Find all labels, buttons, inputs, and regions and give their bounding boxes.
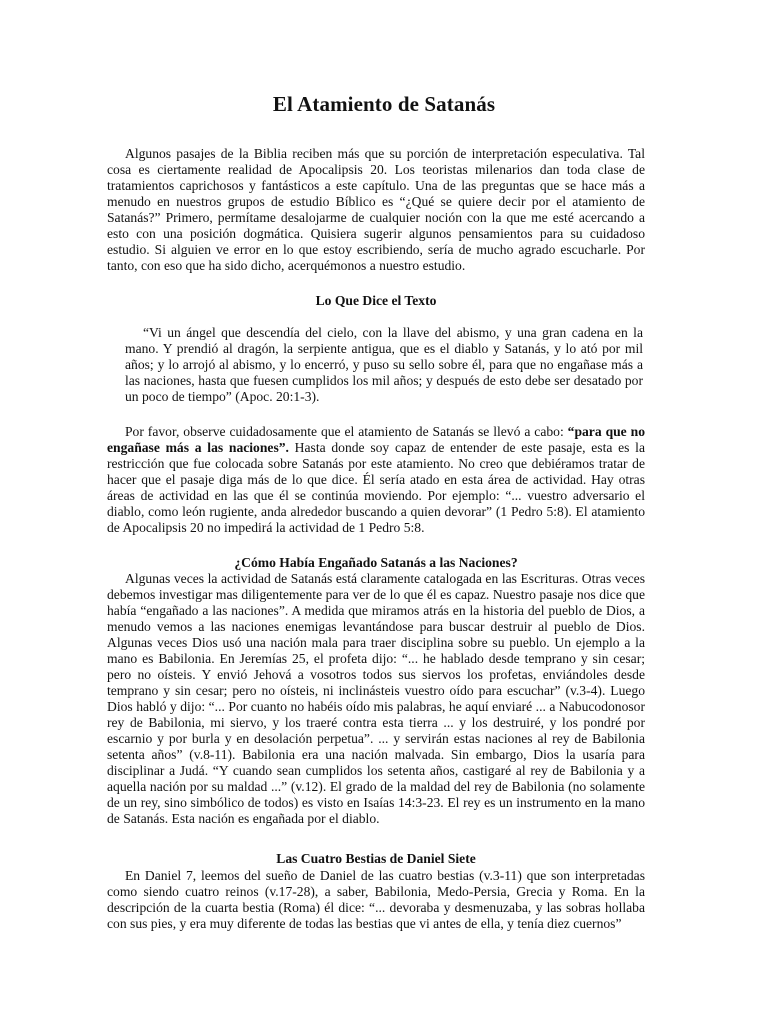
paragraph-observe: [107, 424, 645, 536]
paragraph-observe-emphasis: “para que no engañase más a las naciones”.: [107, 424, 646, 455]
paragraph-observe-text-start: Por favor, observe cuidadosamente que el atamiento de Satanás se llevó a cabo:: [125, 424, 568, 439]
section-heading-texto: Lo Que Dice el Texto: [315, 293, 437, 308]
paragraph-babilonia: Algunas veces la actividad de Satanás está claramente catalogada en las Escrituras. Otras veces debemos investigar mas diligentemente para ver de lo que él es capaz. Nuestro pasaje nos dice que había “engañado a las naciones”. A medida que miramos atrás en la historia del pueblo de Dios, a menudo vemos a las naciones enemigas levantándose para buscar destruir al pueblo de Dios. Algunas veces Dios usó una nación mala para traer disciplina sobre su pueblo. Un ejemplo a la mano es Babilonia. En Jeremías 25, el profeta dijo: “... he hablado desde temprano y sin cesar; pero no oísteis. Y envió Jehová a vosotros todos sus siervos los profetas, enviándoles desde temprano y sin cesar; pero no oísteis, ni inclinásteis vuestro oído para escuchar” (v.3-4). Luego Dios habló y dijo: “... Por cuanto no habéis oído mis palabras, he aquí enviaré ... a Nabucodonosor rey de Babilonia, mi siervo, y los traeré contra esta tierra ... y los destruiré, y los pondré por escarnio y por burla y en desolación perpetua”. ... y servirán estas naciones al rey de Babilonia setenta años” (v.8-11). Babilonia era una nación malvada. Sin embargo, Dios la usaría para disciplinar a Judá. “Y cuando sean cumplidos los setenta años, castigaré al rey de Babilonia y a aquella nación por su maldad ...” (v.12). El grado de la maldad del rey de Babilonia (no solamente de un rey, sino simbólico de todos) es visto en Isaías 14:3-23. El rey es un instrumento en la mano de Satanás. Esta nación es engañada por el diablo.: [107, 571, 645, 826]
scripture-quote: “Vi un ángel que descendía del cielo, con la llave del abismo, y una gran cadena en la mano. Y prendió al dragón, la serpiente antigua, que es el diablo y Satanás, y lo ató por mil años; y lo arrojó al abismo, y lo encerró, y puso su sello sobre él, para que no engañase más a las naciones, hasta que fuesen cumplidos los mil años; y después de esto debe ser desatado por un poco de tiempo” (Apoc. 20:1-3).: [125, 325, 643, 404]
section-heading-bestias: Las Cuatro Bestias de Daniel Siete: [276, 851, 476, 866]
document-title: El Atamiento de Satanás: [272, 92, 496, 116]
section-heading-naciones: ¿Cómo Había Engañado Satanás a las Naciones?: [234, 555, 518, 570]
paragraph-observe-text-end: Hasta donde soy capaz de entender de este pasaje, esta es la restricción que fue colocada sobre Satanás por este atamiento. No creo que debiéramos tratar de hacer que el pasaje diga más de lo que dice. Él sería atado en esta área de actividad. Hay otras áreas de actividad en las que él se continúa moviendo. Por ejemplo: “... vuestro adversario el diablo, como león rugiente, anda alrededor buscando a quien devorar” (1 Pedro 5:8). El atamiento de Apocalipsis 20 no impedirá la actividad de 1 Pedro 5:8.: [107, 440, 645, 535]
paragraph-daniel: En Daniel 7, leemos del sueño de Daniel de las cuatro bestias (v.3-11) que son interpretadas como siendo cuatro reinos (v.17-28), a saber, Babilonia, Medo-Persia, Grecia y Roma. En la descripción de la cuarta bestia (Roma) él dice: “... devoraba y desmenuzaba, y las sobras hollaba con sus pies, y era muy diferente de todas las bestias que vi antes de ella, y tenía diez cuernos”: [107, 868, 645, 931]
intro-paragraph: Algunos pasajes de la Biblia reciben más que su porción de interpretación especulativa. Tal cosa es ciertamente realidad de Apocalipsis 20. Los teoristas milenarios dan toda clase de tratamientos caprichosos y fantásticos a este capítulo. Una de las preguntas que se hace más a menudo en nuestros grupos de estudio Bíblico es “¿Qué se quiere decir por el atamiento de Satanás?” Primero, permítame desalojarme de cualquier noción con la que me esté acercando a esto con una posición dogmática. Quisiera sugerir algunos pensamientos para su cuidadoso estudio. Si alguien ve error en lo que estoy escribiendo, sería de mucho agrado escucharle. Por tanto, con eso que ha sido dicho, acerquémonos a nuestro estudio.: [107, 146, 645, 273]
